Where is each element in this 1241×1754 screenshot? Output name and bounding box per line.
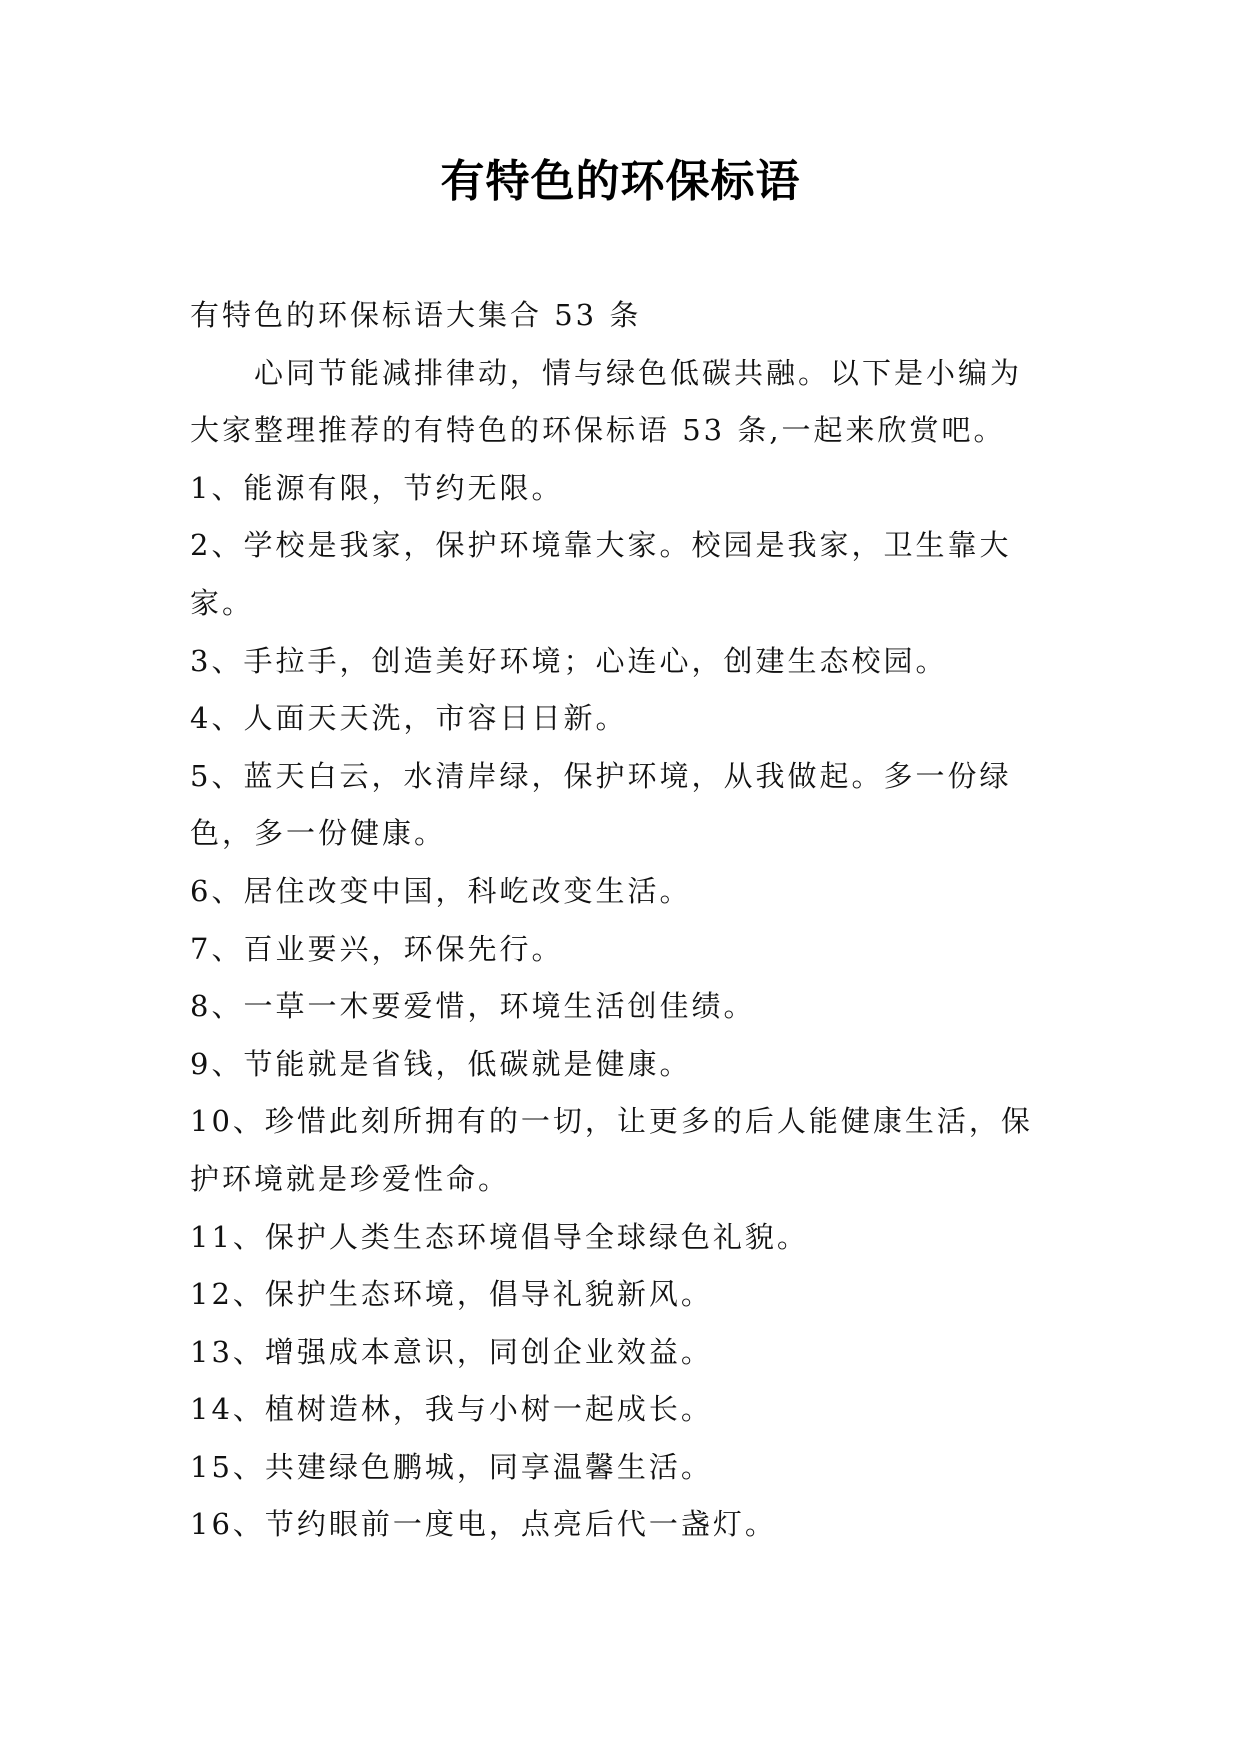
slogan-item-4: 4、人面天天洗，市容日日新。: [190, 701, 628, 736]
slogan-item-9: 9、节能就是省钱，低碳就是健康。: [190, 1046, 692, 1081]
document-subtitle: 有特色的环保标语大集合 53 条: [190, 298, 642, 332]
slogan-item-11: 11、保护人类生态环境倡导全球绿色礼貌。: [190, 1219, 809, 1254]
slogan-item-1: 1、能源有限，节约无限。: [190, 470, 564, 505]
slogan-item-16: 16、节约眼前一度电，点亮后代一盏灯。: [190, 1507, 777, 1542]
document-title: 有特色的环保标语: [440, 156, 801, 207]
intro-paragraph: 心同节能减排律动，情与绿色低碳共融。以下是小编为大家整理推荐的有特色的环保标语 53 条,一起来欣赏吧。: [190, 355, 1023, 448]
slogan-item-5: 5、蓝天白云，水清岸绿，保护环境，从我做起。多一份绿色，多一份健康。: [190, 758, 1012, 851]
slogan-item-13: 13、增强成本意识，同创企业效益。: [190, 1334, 713, 1369]
slogan-item-3: 3、手拉手，创造美好环境；心连心，创建生态校园。: [190, 643, 948, 678]
slogan-item-10: 10、珍惜此刻所拥有的一切，让更多的后人能健康生活，保护环境就是珍爱性命。: [190, 1104, 1033, 1196]
slogan-item-12: 12、保护生态环境，倡导礼貌新风。: [190, 1277, 713, 1312]
slogan-item-7: 7、百业要兴，环保先行。: [190, 931, 564, 966]
slogan-item-2: 2、学校是我家，保护环境靠大家。校园是我家，卫生靠大家。: [190, 528, 1012, 620]
slogan-item-15: 15、共建绿色鹏城，同享温馨生活。: [190, 1449, 713, 1484]
slogan-item-8: 8、一草一木要爱惜，环境生活创佳绩。: [190, 989, 756, 1024]
document-body: [190, 287, 1050, 1554]
slogan-item-14: 14、植树造林，我与小树一起成长。: [190, 1392, 713, 1427]
slogan-item-6: 6、居住改变中国，科屹改变生活。: [190, 873, 692, 908]
